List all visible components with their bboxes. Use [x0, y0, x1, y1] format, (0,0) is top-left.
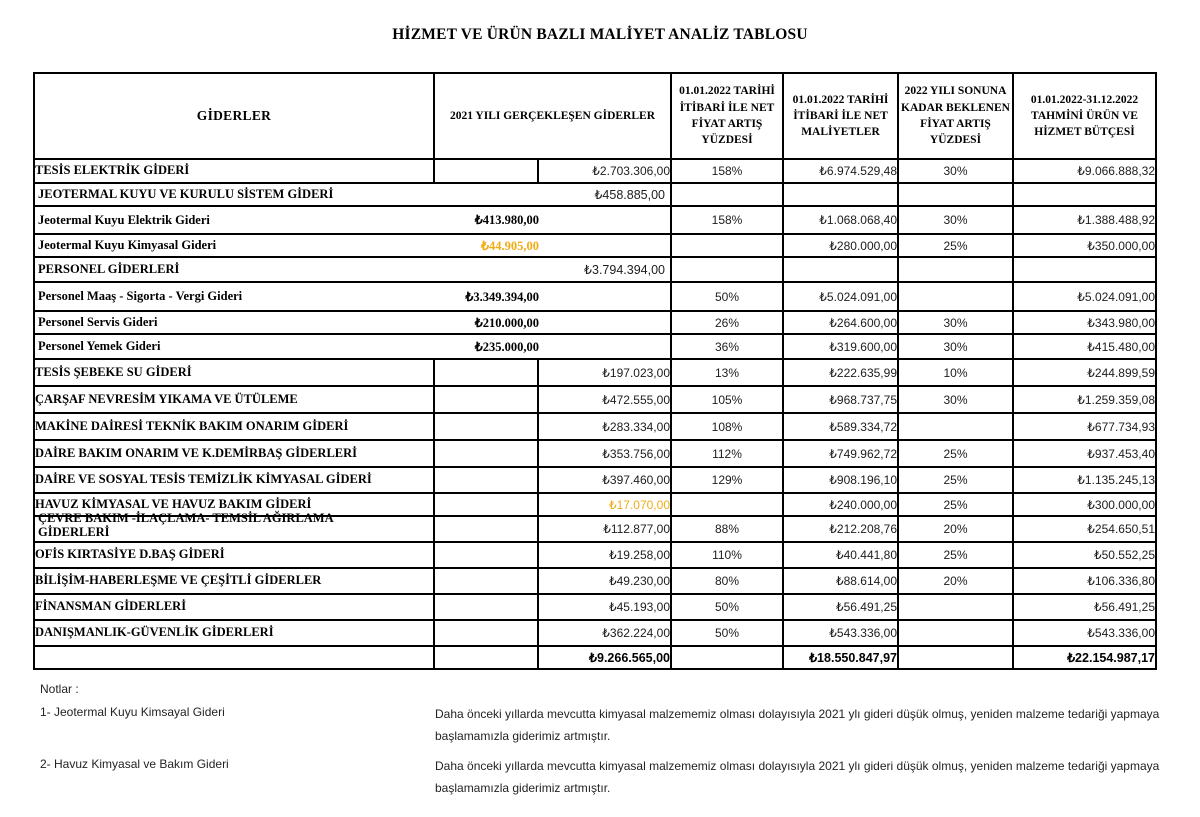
expense-label: MAKİNE DAİRESİ TEKNİK BAKIM ONARIM GİDERİ — [34, 413, 434, 440]
pct-increase-jan2022 — [671, 257, 783, 282]
pct-increase-jan2022: 36% — [671, 334, 783, 359]
budget-2022: ₺343.980,00 — [1013, 311, 1156, 334]
expense-label: DAİRE VE SOSYAL TESİS TEMİZLİK KİMYASAL GİDERİ — [34, 467, 434, 493]
budget-2022: ₺5.024.091,00 — [1013, 282, 1156, 311]
value-2021: ₺49.230,00 — [538, 568, 671, 594]
table-row — [34, 282, 1156, 311]
pct-expected-2022: 25% — [898, 493, 1013, 516]
expense-label: OFİS KIRTASİYE D.BAŞ GİDERİ — [34, 542, 434, 568]
net-cost-jan2022: ₺1.068.068,40 — [783, 206, 898, 234]
empty-sub-cell — [434, 646, 538, 669]
budget-2022: ₺254.650,51 — [1013, 516, 1156, 542]
net-cost-jan2022: ₺212.208,76 — [783, 516, 898, 542]
value-2021: ₺235.000,00 — [474, 339, 539, 354]
expense-label-line1: ÇEVRE BAKIM -İLAÇLAMA- TEMSİL AĞIRLAMA — [38, 510, 334, 525]
budget-2022: ₺1.388.488,92 — [1013, 206, 1156, 234]
budget-2022: ₺1.259.359,08 — [1013, 386, 1156, 413]
expense-label: DANIŞMANLIK-GÜVENLİK GİDERLERİ — [34, 620, 434, 646]
empty-sub-cell — [434, 516, 538, 542]
note-1-label: 1- Jeotermal Kuyu Kimsayal Gideri — [40, 705, 225, 719]
pct-expected-2022: 30% — [898, 311, 1013, 334]
empty-sub-cell — [434, 568, 538, 594]
note-item-1 — [40, 703, 1165, 747]
pct-increase-jan2022: 50% — [671, 282, 783, 311]
budget-2022: ₺300.000,00 — [1013, 493, 1156, 516]
value-2021: ₺283.334,00 — [538, 413, 671, 440]
group-cell — [34, 183, 671, 206]
net-cost-jan2022 — [783, 183, 898, 206]
table-row — [34, 234, 1156, 257]
pct-increase-jan2022 — [671, 234, 783, 257]
pct-increase-jan2022: 105% — [671, 386, 783, 413]
pct-expected-2022 — [898, 282, 1013, 311]
sub-expense-cell — [34, 311, 671, 334]
expense-label-line2: GİDERLERİ — [38, 524, 110, 539]
value-2021: ₺210.000,00 — [474, 315, 539, 330]
expense-label: DAİRE BAKIM ONARIM VE K.DEMİRBAŞ GİDERLERİ — [34, 440, 434, 467]
expense-label: HAVUZ KİMYASAL VE HAVUZ BAKIM GİDERİ — [34, 493, 434, 516]
net-cost-jan2022: ₺18.550.847,97 — [783, 646, 898, 669]
pct-increase-jan2022: 80% — [671, 568, 783, 594]
header-2021-gider: 2021 YILI GERÇEKLEŞEN GİDERLER — [434, 73, 671, 159]
pct-expected-2022 — [898, 620, 1013, 646]
net-cost-jan2022: ₺968.737,75 — [783, 386, 898, 413]
budget-2022: ₺22.154.987,17 — [1013, 646, 1156, 669]
value-2021: ₺413.980,00 — [474, 213, 539, 227]
net-cost-jan2022: ₺589.334,72 — [783, 413, 898, 440]
net-cost-jan2022: ₺56.491,25 — [783, 594, 898, 620]
note-2-label: 2- Havuz Kimyasal ve Bakım Gideri — [40, 757, 229, 771]
notes-section — [40, 682, 1165, 807]
header-beklenen-artis: 2022 YILI SONUNA KADAR BEKLENEN FİYAT ARTIŞ YÜZDESİ — [898, 73, 1013, 159]
pct-expected-2022: 30% — [898, 159, 1013, 183]
pct-expected-2022 — [898, 646, 1013, 669]
value-2021: ₺197.023,00 — [538, 359, 671, 386]
pct-expected-2022: 20% — [898, 516, 1013, 542]
value-2021: ₺44.905,00 — [481, 238, 539, 253]
pct-increase-jan2022 — [671, 183, 783, 206]
pct-increase-jan2022: 13% — [671, 359, 783, 386]
value-2021: ₺19.258,00 — [538, 542, 671, 568]
expense-label: FİNANSMAN GİDERLERİ — [34, 594, 434, 620]
note-1-text: Daha önceki yıllarda mevcutta kimyasal malzememiz olması dolayısıyla 2021 ylı gideri düşük olmuş, yeniden malzeme tedariği yapmaya başlamamızla giderimiz artmıştır. — [435, 707, 1160, 743]
pct-expected-2022 — [898, 594, 1013, 620]
pct-increase-jan2022: 50% — [671, 594, 783, 620]
expense-label — [34, 510, 434, 542]
net-cost-jan2022: ₺908.196,10 — [783, 467, 898, 493]
value-2021: ₺45.193,00 — [538, 594, 671, 620]
table-row — [34, 620, 1156, 646]
sub-cell-content — [35, 212, 670, 228]
value-2021: ₺353.756,00 — [538, 440, 671, 467]
pct-increase-jan2022: 129% — [671, 467, 783, 493]
value-2021: ₺472.555,00 — [538, 386, 671, 413]
net-cost-jan2022: ₺222.635,99 — [783, 359, 898, 386]
table-row — [34, 206, 1156, 234]
budget-2022: ₺1.135.245,13 — [1013, 467, 1156, 493]
pct-increase-jan2022: 158% — [671, 159, 783, 183]
expense-label: Jeotermal Kuyu Elektrik Gideri — [38, 212, 210, 227]
net-cost-jan2022: ₺264.600,00 — [783, 311, 898, 334]
table-row — [34, 467, 1156, 493]
value-2021: ₺458.885,00 — [594, 188, 665, 202]
empty-sub-cell — [434, 440, 538, 467]
pct-increase-jan2022: 108% — [671, 413, 783, 440]
pct-increase-jan2022: 110% — [671, 542, 783, 568]
value-2021: ₺2.703.306,00 — [538, 159, 671, 183]
sub-cell-content — [35, 238, 670, 254]
pct-expected-2022 — [898, 257, 1013, 282]
table-row — [34, 646, 1156, 669]
sub-expense-cell — [34, 282, 671, 311]
table-row — [34, 516, 1156, 542]
empty-sub-cell — [434, 620, 538, 646]
expense-label: TESİS ELEKTRİK GİDERİ — [34, 159, 434, 183]
clipped-label — [35, 511, 433, 539]
sub-cell-content — [35, 315, 670, 331]
empty-sub-cell — [434, 594, 538, 620]
sub-cell-content — [35, 339, 670, 355]
pct-increase-jan2022: 158% — [671, 206, 783, 234]
value-2021: ₺3.794.394,00 — [584, 263, 665, 277]
net-cost-jan2022 — [783, 257, 898, 282]
net-cost-jan2022: ₺5.024.091,00 — [783, 282, 898, 311]
table-row — [34, 413, 1156, 440]
header-net-fiyat-artis: 01.01.2022 TARİHİ İTİBARİ İLE NET FİYAT ARTIŞ YÜZDESİ — [671, 73, 783, 159]
budget-2022: ₺415.480,00 — [1013, 334, 1156, 359]
budget-2022: ₺677.734,93 — [1013, 413, 1156, 440]
expense-label: Personel Yemek Gideri — [38, 339, 161, 353]
budget-2022: ₺56.491,25 — [1013, 594, 1156, 620]
table-row — [34, 568, 1156, 594]
value-2021: ₺9.266.565,00 — [538, 646, 671, 669]
pct-increase-jan2022 — [671, 646, 783, 669]
empty-sub-cell — [434, 542, 538, 568]
sub-cell-content — [35, 289, 670, 305]
pct-expected-2022 — [898, 183, 1013, 206]
table-body — [34, 159, 1156, 669]
table-row — [34, 183, 1156, 206]
pct-expected-2022: 30% — [898, 386, 1013, 413]
clipped-label-wrap — [35, 511, 433, 539]
net-cost-jan2022: ₺40.441,80 — [783, 542, 898, 568]
cost-analysis-table — [33, 72, 1157, 670]
pct-expected-2022: 10% — [898, 359, 1013, 386]
pct-expected-2022: 25% — [898, 234, 1013, 257]
header-net-maliyetler: 01.01.2022 TARİHİ İTİBARİ İLE NET MALİYETLER — [783, 73, 898, 159]
group-cell-content — [35, 187, 670, 202]
budget-2022: ₺350.000,00 — [1013, 234, 1156, 257]
value-2021: ₺362.224,00 — [538, 620, 671, 646]
empty-sub-cell — [434, 467, 538, 493]
value-2021: ₺17.070,00 — [538, 493, 671, 516]
budget-2022: ₺50.552,25 — [1013, 542, 1156, 568]
value-2021: ₺397.460,00 — [538, 467, 671, 493]
notes-heading: Notlar : — [40, 682, 79, 696]
net-cost-jan2022: ₺749.962,72 — [783, 440, 898, 467]
budget-2022 — [1013, 183, 1156, 206]
sub-expense-cell — [34, 206, 671, 234]
empty-sub-cell — [434, 413, 538, 440]
pct-expected-2022: 30% — [898, 334, 1013, 359]
group-cell — [34, 257, 671, 282]
expense-label: Jeotermal Kuyu Kimyasal Gideri — [38, 238, 217, 252]
pct-increase-jan2022: 112% — [671, 440, 783, 467]
table-row — [34, 542, 1156, 568]
expense-label — [34, 646, 434, 669]
pct-increase-jan2022: 88% — [671, 516, 783, 542]
pct-increase-jan2022: 26% — [671, 311, 783, 334]
table-row — [34, 594, 1156, 620]
table-row — [34, 257, 1156, 282]
page-title: HİZMET VE ÜRÜN BAZLI MALİYET ANALİZ TABLOSU — [392, 26, 808, 43]
net-cost-jan2022: ₺280.000,00 — [783, 234, 898, 257]
expense-label: PERSONEL GİDERLERİ — [38, 262, 180, 276]
table-row — [34, 159, 1156, 183]
table-row — [34, 359, 1156, 386]
table-row — [34, 440, 1156, 467]
net-cost-jan2022: ₺88.614,00 — [783, 568, 898, 594]
expense-label: Personel Servis Gideri — [38, 315, 158, 329]
budget-2022: ₺106.336,80 — [1013, 568, 1156, 594]
group-cell-content — [35, 262, 670, 277]
expense-label: ÇARŞAF NEVRESİM YIKAMA VE ÜTÜLEME — [34, 386, 434, 413]
pct-expected-2022: 25% — [898, 467, 1013, 493]
pct-increase-jan2022 — [671, 493, 783, 516]
empty-sub-cell — [434, 493, 538, 516]
empty-sub-cell — [434, 159, 538, 183]
value-2021: ₺3.349.394,00 — [465, 289, 539, 304]
table-row — [34, 311, 1156, 334]
net-cost-jan2022: ₺6.974.529,48 — [783, 159, 898, 183]
expense-label: TESİS ŞEBEKE SU GİDERİ — [34, 359, 434, 386]
net-cost-jan2022: ₺319.600,00 — [783, 334, 898, 359]
pct-expected-2022 — [898, 413, 1013, 440]
budget-2022: ₺937.453,40 — [1013, 440, 1156, 467]
budget-2022: ₺543.336,00 — [1013, 620, 1156, 646]
pct-expected-2022: 30% — [898, 206, 1013, 234]
expense-label: JEOTERMAL KUYU VE KURULU SİSTEM GİDERİ — [38, 187, 334, 201]
budget-2022: ₺244.899,59 — [1013, 359, 1156, 386]
empty-sub-cell — [434, 359, 538, 386]
pct-expected-2022: 20% — [898, 568, 1013, 594]
sub-expense-cell — [34, 234, 671, 257]
net-cost-jan2022: ₺240.000,00 — [783, 493, 898, 516]
empty-sub-cell — [434, 386, 538, 413]
expense-label: BİLİŞİM-HABERLEŞME VE ÇEŞİTLİ GİDERLER — [34, 568, 434, 594]
header-tahmini-butce: 01.01.2022-31.12.2022 TAHMİNİ ÜRÜN VE HİZMET BÜTÇESİ — [1013, 73, 1156, 159]
net-cost-jan2022: ₺543.336,00 — [783, 620, 898, 646]
header-giderler: GİDERLER — [34, 73, 434, 159]
table-header-row — [34, 73, 1156, 159]
budget-2022 — [1013, 257, 1156, 282]
budget-2022: ₺9.066.888,32 — [1013, 159, 1156, 183]
note-item-2 — [40, 755, 1165, 799]
value-2021: ₺112.877,00 — [538, 516, 671, 542]
sub-expense-cell — [34, 334, 671, 359]
pct-increase-jan2022: 50% — [671, 620, 783, 646]
pct-expected-2022: 25% — [898, 440, 1013, 467]
note-2-text: Daha önceki yıllarda mevcutta kimyasal malzememiz olması dolayısıyla 2021 ylı gideri düşük olmuş, yeniden malzeme tedariği yapmaya başlamamızla giderimiz artmıştır. — [435, 759, 1160, 795]
pct-expected-2022: 25% — [898, 542, 1013, 568]
expense-label: Personel Maaş - Sigorta - Vergi Gideri — [38, 289, 243, 303]
table-row — [34, 334, 1156, 359]
table-row — [34, 386, 1156, 413]
